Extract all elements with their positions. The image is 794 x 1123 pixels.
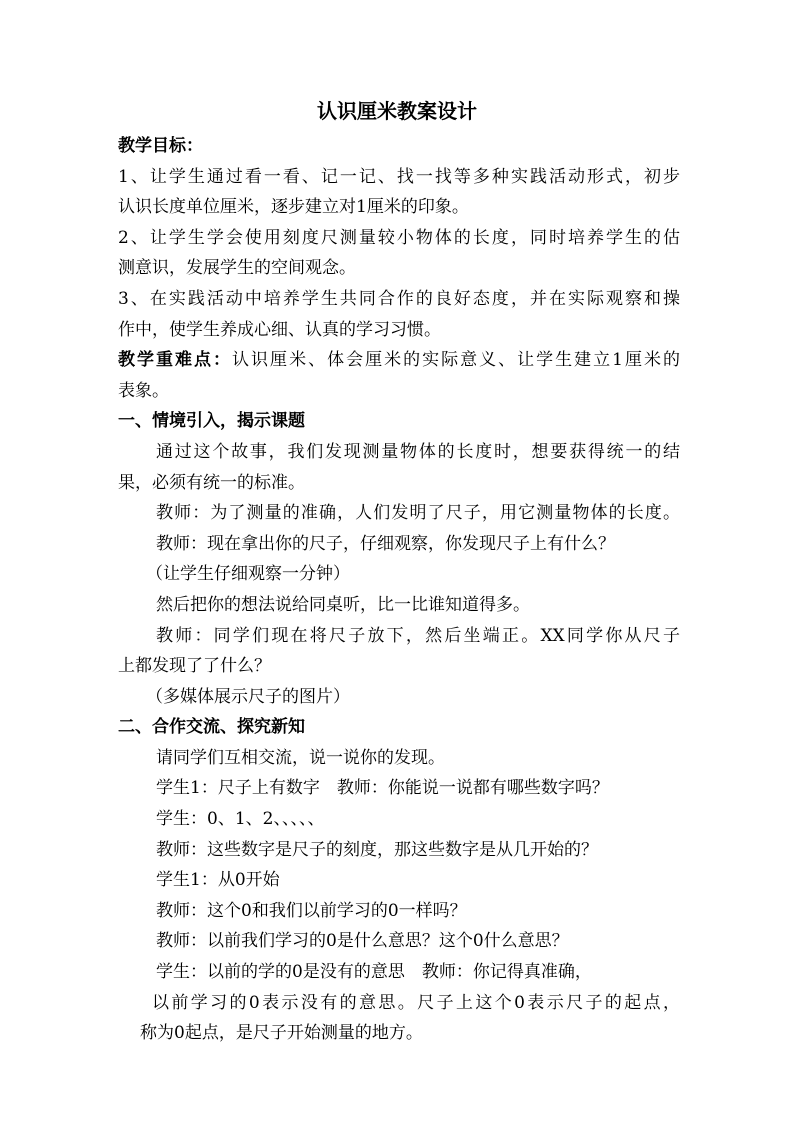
text-line-content: 请同学们互相交流，说一说你的发现。 [156,747,445,768]
text-line [118,621,680,652]
text-line-content: 二、合作交流、探究新知 [118,717,305,738]
text-line [118,804,680,835]
text-line-content: 2、让学生学会使用刻度尺测量较小物体的长度，同时培养学生的估 [118,227,680,248]
text-line [118,223,680,254]
text-line [118,192,680,223]
text-line-content: （让学生仔细观察一分钟） [146,564,350,585]
text-line-content: 作中，使学生养成心细、认真的学习习惯。 [118,319,441,340]
text-line [118,835,680,866]
text-line-content: （多媒体展示尺子的图片） [146,686,350,707]
text-line [118,162,680,193]
inline-heading: 教学重难点： [118,350,233,371]
text-line-content: 教师：这个0和我们以前学习的0一样吗？ [156,900,467,921]
text-line-content: 学生1：从0开始 [156,870,280,891]
text-line-content: 1、让学生通过看一看、记一记、找一找等多种实践活动形式，初步 [118,166,680,187]
text-line-content: 学生：0、1、2、、、、、 [156,809,325,830]
text-line [118,253,680,284]
text-line [118,406,680,437]
text-line-content: 学生1：尺子上有数字 教师：你能说一说都有哪些数字吗？ [156,778,609,799]
text-line-content: 教师：以前我们学习的0是什么意思？这个0什么意思？ [156,931,569,952]
text-line [118,1018,680,1049]
text-line [118,468,680,499]
document-title: 认识厘米教案设计 [317,99,477,123]
text-line-content: 教师：为了测量的准确，人们发明了尺子，用它测量物体的长度。 [156,503,680,524]
text-line-content: 果，必须有统一的标准。 [118,472,305,493]
text-line [118,896,680,927]
text-line [118,743,680,774]
text-line-content: 称为0起点，是尺子开始测量的地方。 [140,1023,423,1044]
text-line [118,559,680,590]
text-line [118,712,680,743]
text-line-content: 上都发现了了什么？ [118,656,271,677]
text-line-content: 教师：现在拿出你的尺子，仔细观察，你发现尺子上有什么？ [156,533,615,554]
text-line [118,957,680,988]
text-line-content: 3、在实践活动中培养学生共同合作的良好态度，并在实际观察和操 [118,288,680,309]
text-line [118,926,680,957]
text-line-content: 教师：同学们现在将尺子放下，然后坐端正。XX同学你从尺子 [156,625,680,646]
text-line [118,498,680,529]
text-line [118,651,680,682]
text-line-content: 一、情境引入，揭示课题 [118,411,305,432]
text-line [118,345,680,376]
text-line [118,376,680,407]
text-line [118,988,680,1019]
document-body [118,131,680,1049]
text-line [118,315,680,346]
text-line-content: 认识厘米、体会厘米的实际意义、让学生建立1厘米的 [232,350,680,371]
text-line [118,529,680,560]
text-line-content: 表象。 [118,380,169,401]
text-line [118,682,680,713]
text-line-content: 学生：以前的学的0是没有的意思 教师：你记得真准确， [156,962,592,983]
text-line [118,437,680,468]
text-line-content: 通过这个故事，我们发现测量物体的长度时，想要获得统一的结 [156,441,680,462]
text-line-content: 教师：这些数字是尺子的刻度，那这些数字是从几开始的？ [156,839,598,860]
text-line [118,131,680,162]
text-line [118,590,680,621]
text-line-content: 以前学习的0表示没有的意思。尺子上这个0表示尺子的起点， [152,992,680,1013]
text-line [118,865,680,896]
text-line [118,284,680,315]
text-line-content: 然后把你的想法说给同桌听，比一比谁知道得多。 [156,594,530,615]
text-line-content: 教学目标： [118,136,203,156]
text-line-content: 测意识，发展学生的空间观念。 [118,258,356,279]
text-line-content: 认识长度单位厘米，逐步建立对1厘米的印象。 [118,197,469,218]
text-line [118,773,680,804]
